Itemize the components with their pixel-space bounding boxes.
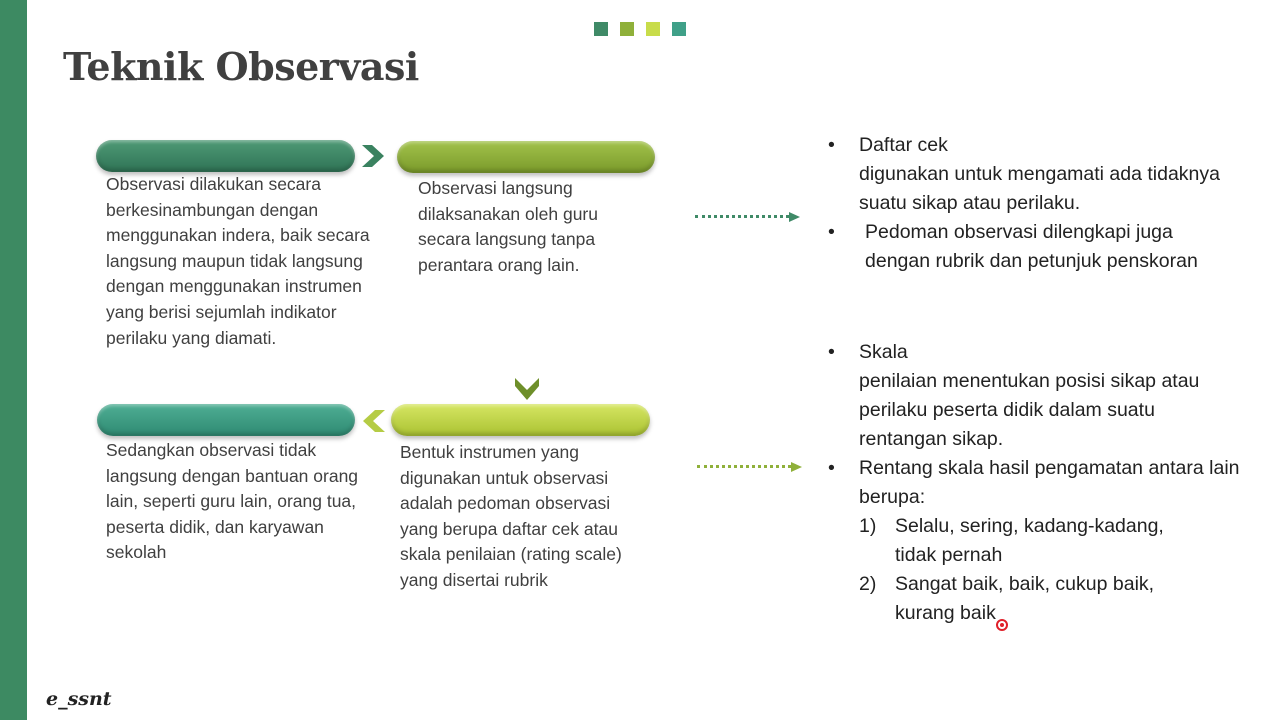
skala-desc: penilaian menentukan posisi sikap atau perilaku peserta didik dalam suatu rentangan sikap. (859, 370, 1200, 450)
square-3 (646, 22, 660, 36)
list-item-2 (820, 570, 1250, 628)
bullet-icon: • (828, 457, 835, 479)
list-item-1 (820, 512, 1250, 570)
text-bottom-left: Sedangkan observasi tidak langsung dengan bantuan orang lain, seperti guru lain, orang tua, peserta didik, dan karyawan sekolah (106, 440, 359, 563)
chevron-right-icon (360, 143, 386, 169)
item-number: 1) (859, 515, 877, 537)
bullet-icon: • (828, 221, 835, 243)
laser-pointer-icon (996, 619, 1008, 631)
right-list-top (820, 131, 1240, 276)
daftar-cek-title: Daftar cek (859, 134, 948, 156)
item-number: 2) (859, 573, 877, 595)
footer-logo: e_ssnt (46, 688, 112, 710)
skala-title: Skala (859, 341, 908, 363)
square-2 (620, 22, 634, 36)
left-accent-stripe (0, 0, 27, 720)
text-top-right: Observasi langsung dilaksanakan oleh guru secara langsung tanpa perantara orang lain. (418, 178, 598, 275)
pill-top-left (96, 140, 355, 172)
rentang-text: Rentang skala hasil pengamatan antara lain berupa: (859, 457, 1240, 508)
text-bottom-right: Bentuk instrumen yang digunakan untuk observasi adalah pedoman observasi yang berupa daftar cek atau skala penilaian (rating scale) yang disertai rubrik (400, 442, 622, 590)
chevron-down-icon (513, 376, 541, 402)
pill-top-right (397, 141, 655, 173)
list-item-pedoman (820, 218, 1240, 276)
pill-bottom-left (97, 404, 355, 436)
list-item-skala (820, 338, 1250, 454)
item-text: Sangat baik, baik, cukup baik, kurang baik (895, 573, 1155, 624)
list-item-rentang (820, 454, 1250, 512)
daftar-cek-desc: digunakan untuk mengamati ada tidaknya suatu sikap atau perilaku. (859, 163, 1220, 214)
pedoman-text: Pedoman observasi dilengkapi juga dengan rubrik dan petunjuk penskoran (865, 221, 1198, 272)
text-top-left: Observasi dilakukan secara berkesinambungan dengan menggunakan indera, baik secara langsung maupun tidak langsung dengan menggunakan instrumen yang berisi sejumlah indikator perilaku yang diamati. (106, 174, 370, 348)
bullet-icon: • (828, 341, 835, 363)
dotted-arrow-bottom (697, 462, 803, 472)
pill-bottom-right (391, 404, 650, 436)
list-item-daftar-cek (820, 131, 1240, 218)
item-text: Selalu, sering, kadang-kadang, tidak pernah (895, 515, 1164, 566)
bullet-icon: • (828, 134, 835, 156)
dotted-arrow-top (695, 212, 801, 222)
slide-title: Teknik Observasi (63, 44, 419, 89)
square-1 (594, 22, 608, 36)
decorative-squares (594, 22, 686, 36)
right-list-bottom (820, 338, 1250, 628)
chevron-left-icon (361, 408, 387, 434)
square-4 (672, 22, 686, 36)
